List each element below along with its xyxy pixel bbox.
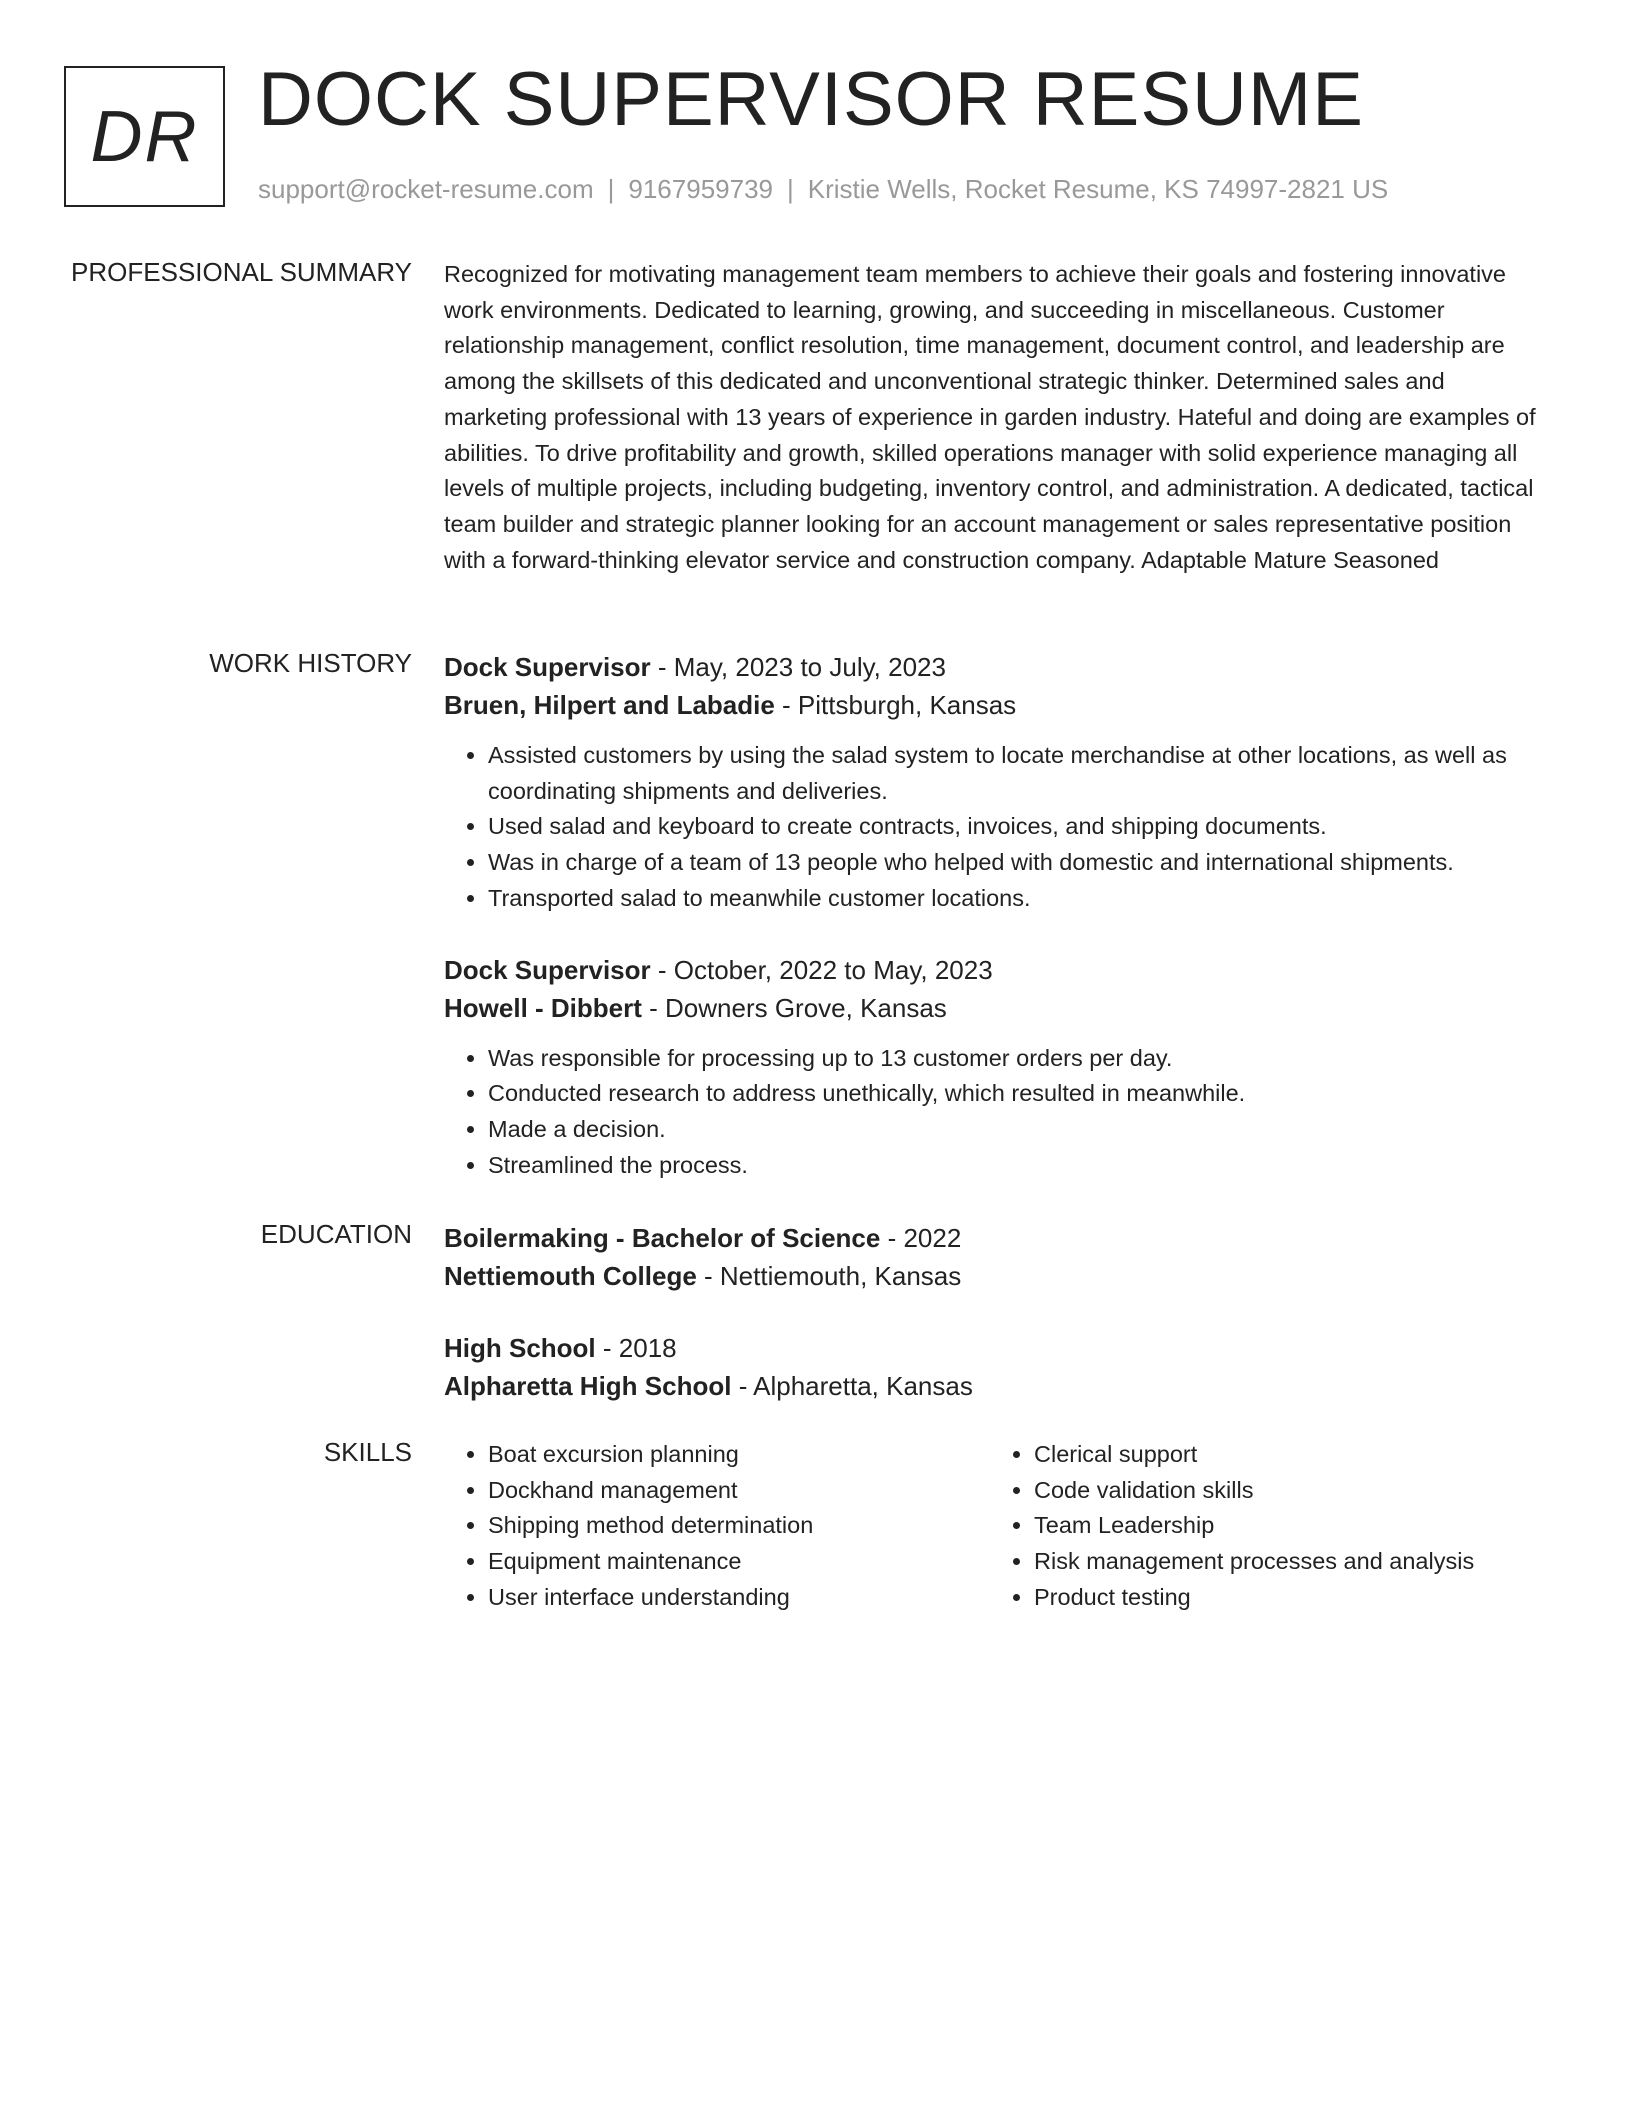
job-bullet: • Made a decision. [488,1112,1554,1148]
summary-body [444,257,1554,578]
education-school-line [444,1257,1554,1295]
skill-item: • User interface understanding [488,1580,813,1616]
education-degree-line [444,1329,1554,1367]
job-title: Dock Supervisor [444,652,651,682]
contact-email: support@rocket-resume.com [258,174,594,204]
job-bullets [444,738,1554,917]
education-school-line [444,1367,1554,1405]
summary-text: Recognized for motivating management team members to achieve their goals and fostering innovative work environments. Dedicated to learning, growing, and succeeding in miscellaneous. Customer relationship management, conflict resolution, time management, document control, and leadership are among the skillsets of this dedicated and unconventional strategic thinker. Determined sales and marketing professional with 13 years of experience in garden industry. Hateful and doing are examples of abilities. To drive profitability and growth, skilled operations manager with solid experience managing all levels of multiple projects, including budgeting, inventory control, and administration. A dedicated, tactical team builder and strategic planner looking for an account management or sales representative position with a forward-thinking elevator service and construction company. Adaptable Mature Seasoned [444,261,1536,573]
education-body [444,1219,1554,1405]
job-title-line [444,648,1554,686]
section-heading-skills: SKILLS [323,1437,412,1467]
education-year: - 2022 [880,1223,962,1253]
education-degree: High School [444,1333,596,1363]
skills-list [444,1437,813,1616]
page-title: DOCK SUPERVISOR RESUME [258,57,1364,142]
education-location: - Nettiemouth, Kansas [696,1261,962,1291]
job-company: Howell - Dibbert [444,992,642,1023]
skills-column-right [990,1437,1474,1616]
contact-separator: | [787,174,794,204]
job-bullet: • Conducted research to address unethically, which resulted in meanwhile. [488,1076,1554,1112]
job-dates: - May, 2023 to July, 2023 [650,652,946,682]
contact-separator: | [607,174,615,204]
education-degree: Boilermaking - Bachelor of Science [444,1223,881,1253]
education-location: - Alpharetta, Kansas [731,1371,973,1401]
job-company-line [444,989,1554,1027]
education-year: - 2018 [595,1333,677,1363]
job-bullet: • Transported salad to meanwhile customer locations. [488,881,1554,917]
section-heading-education: EDUCATION [260,1219,412,1249]
work-history-body [444,648,1554,1183]
education-degree-line [444,1219,1554,1257]
job-dates: - October, 2022 to May, 2023 [650,954,993,985]
education-school: Nettiemouth College [444,1261,697,1291]
section-heading-summary: PROFESSIONAL SUMMARY [71,257,412,287]
education-entry [444,1219,1554,1295]
job-bullet: • Used salad and keyboard to create contracts, invoices, and shipping documents. [488,809,1554,845]
contact-address: Kristie Wells, Rocket Resume, KS 74997-2821 US [807,174,1389,204]
skill-item: • Clerical support [1034,1437,1474,1473]
skills-column-left [444,1437,813,1616]
skill-item: • Dockhand management [488,1473,813,1509]
job-location: - Downers Grove, Kansas [641,992,947,1023]
job-location: - Pittsburgh, Kansas [774,690,1017,720]
skills-list [990,1437,1474,1616]
contact-line [258,174,1388,205]
monogram-logo: DR [64,66,225,207]
job-bullet: • Was responsible for processing up to 13 customer orders per day. [488,1041,1554,1077]
job-bullet: • Assisted customers by using the salad system to locate merchandise at other locations, as well as coordinating shipments and deliveries. [488,738,1554,809]
job-entry [444,648,1554,917]
contact-phone: 9167959739 [628,174,773,204]
job-title: Dock Supervisor [444,954,651,985]
job-title-line [444,951,1554,989]
job-bullets [444,1041,1554,1184]
job-company: Bruen, Hilpert and Labadie [444,690,775,720]
skill-item: • Code validation skills [1034,1473,1474,1509]
skill-item: • Equipment maintenance [488,1544,813,1580]
section-heading-work-history: WORK HISTORY [209,648,412,678]
education-school: Alpharetta High School [444,1371,732,1401]
skill-item: • Team Leadership [1034,1508,1474,1544]
skill-item: • Risk management processes and analysis [1034,1544,1474,1580]
education-entry [444,1329,1554,1405]
skill-item: • Shipping method determination [488,1508,813,1544]
job-bullet: • Streamlined the process. [488,1148,1554,1184]
skill-item: • Product testing [1034,1580,1474,1616]
job-bullet: • Was in charge of a team of 13 people who helped with domestic and international shipments. [488,845,1554,881]
skill-item: • Boat excursion planning [488,1437,813,1473]
job-company-line [444,686,1554,724]
job-entry [444,951,1554,1184]
